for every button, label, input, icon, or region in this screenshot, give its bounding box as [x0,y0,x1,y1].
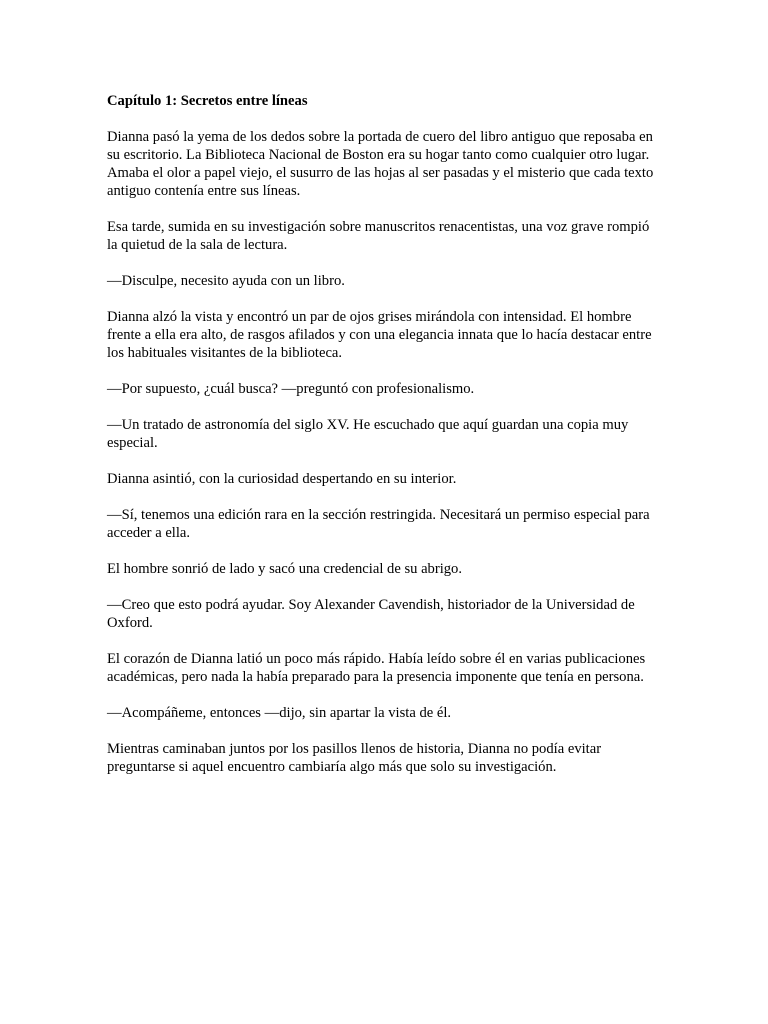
paragraph: Dianna pasó la yema de los dedos sobre la portada de cuero del libro antiguo que reposaba en su escritorio. La Biblioteca Nacional de Boston era su hogar tanto como cualquier otro lugar. Amaba el olor a papel viejo, el susurro de las hojas al ser pasadas y el misterio que cada texto antiguo contenía entre sus líneas. [107,129,654,199]
paragraph: —Un tratado de astronomía del siglo XV. He escuchado que aquí guardan una copia muy especial. [107,417,629,451]
paragraph: —Disculpe, necesito ayuda con un libro. [107,273,345,289]
paragraph: Dianna alzó la vista y encontró un par de ojos grises mirándola con intensidad. El hombre frente a ella era alto, de rasgos afilados y con una elegancia innata que lo hacía destacar entre los habituales visitantes de la biblioteca. [107,309,652,361]
chapter-title: Capítulo 1: Secretos entre líneas [107,93,308,109]
paragraph: Dianna asintió, con la curiosidad despertando en su interior. [107,471,457,487]
paragraph: —Creo que esto podrá ayudar. Soy Alexander Cavendish, historiador de la Universidad de Oxford. [107,597,635,631]
paragraph: El hombre sonrió de lado y sacó una credencial de su abrigo. [107,561,462,577]
paragraph: —Por supuesto, ¿cuál busca? —preguntó con profesionalismo. [107,381,475,397]
paragraph: Mientras caminaban juntos por los pasillos llenos de historia, Dianna no podía evitar preguntarse si aquel encuentro cambiaría algo más que solo su investigación. [107,741,602,775]
paragraph: Esa tarde, sumida en su investigación sobre manuscritos renacentistas, una voz grave rompió la quietud de la sala de lectura. [107,219,650,253]
document-page [107,92,662,794]
paragraph: —Sí, tenemos una edición rara en la sección restringida. Necesitará un permiso especial para acceder a ella. [107,507,650,541]
paragraph: —Acompáñeme, entonces —dijo, sin apartar la vista de él. [107,705,452,721]
paragraph: El corazón de Dianna latió un poco más rápido. Había leído sobre él en varias publicaciones académicas, pero nada la había preparado para la presencia imponente que tenía en persona. [107,651,646,685]
